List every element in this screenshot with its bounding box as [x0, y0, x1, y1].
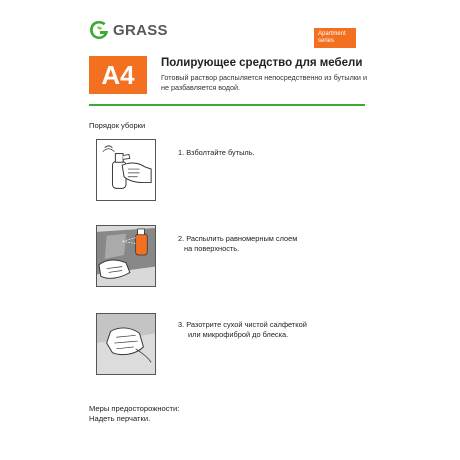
step-1-image — [96, 139, 156, 201]
series-badge — [314, 28, 356, 48]
step-3-text — [178, 320, 358, 340]
precautions — [89, 404, 179, 424]
product-description: Готовый раствор распыляется непосредственно из бутылки и не разбавляется водой. — [161, 73, 367, 92]
shake-bottle-icon — [97, 140, 155, 200]
series-badge-line1: Apartment — [318, 31, 346, 37]
step-2-text — [178, 234, 358, 254]
spray-surface-icon — [97, 226, 155, 286]
product-title: Полирующее средство для мебели — [161, 57, 363, 69]
product-code-box: A4 — [89, 56, 147, 94]
step-2-line2: на поверхность. — [184, 244, 240, 253]
grass-g-leaf-icon — [89, 20, 109, 40]
precautions-heading: Меры предосторожности: — [89, 404, 180, 413]
series-badge-line2: series — [318, 38, 335, 44]
precautions-text: Надеть перчатки. — [89, 414, 151, 423]
instructions-heading: Порядок уборки — [89, 121, 146, 130]
wipe-cloth-icon — [97, 314, 155, 374]
step-2-line1: 2. Распылить равномерным слоем — [178, 234, 298, 243]
divider-line — [89, 104, 365, 106]
step-3-line1: 3. Разотрите сухой чистой салфеткой — [178, 320, 307, 329]
step-3-line2: или микрофиброй до блеска. — [188, 330, 289, 339]
step-3-image — [96, 313, 156, 375]
brand-logo — [89, 20, 168, 40]
step-1-text — [178, 148, 358, 158]
step-2-image — [96, 225, 156, 287]
brand-name: GRASS — [113, 21, 168, 39]
step-1-line1: 1. Взболтайте бутыль. — [178, 148, 255, 157]
